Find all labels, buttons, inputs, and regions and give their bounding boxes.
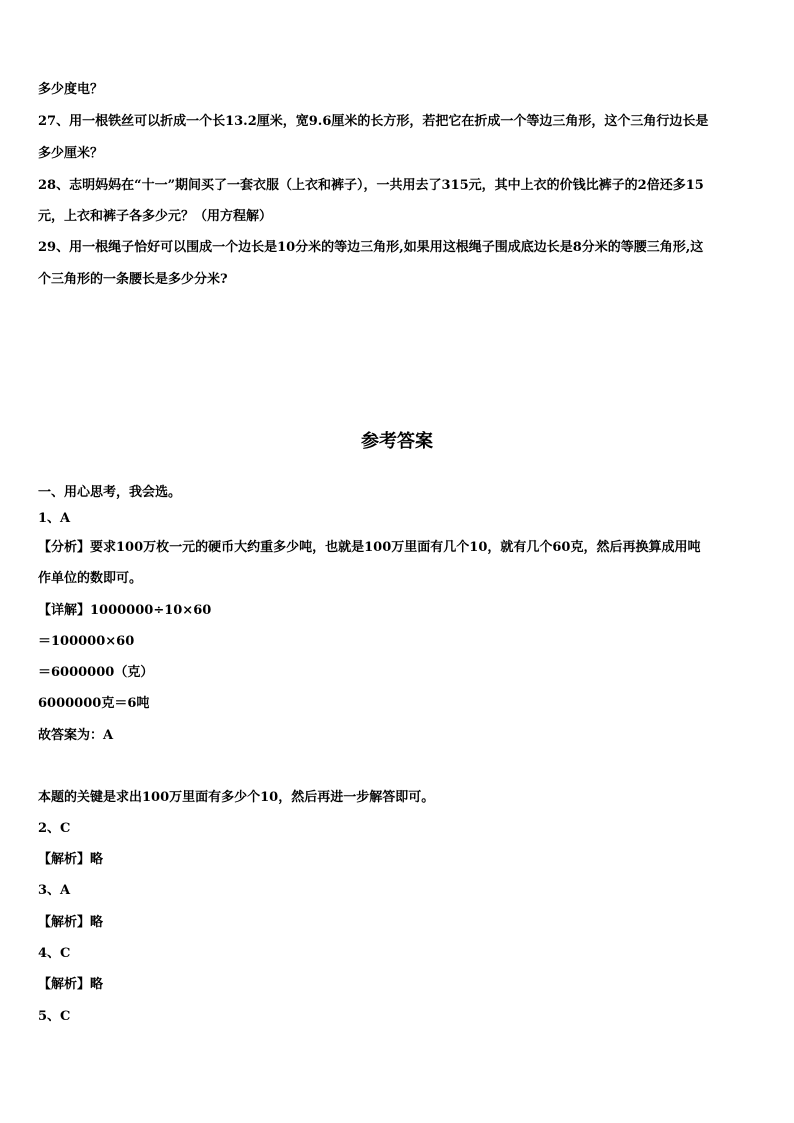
question-27-line2: 多少厘米？ (38, 146, 104, 161)
answer-5-label: 5、C (38, 1009, 71, 1024)
answer-1-detail-line2: ＝100000×60 (38, 634, 135, 649)
answer-1-conclusion: 故答案为：A (38, 728, 114, 743)
answer-1-detail-line1: 【详解】1000000÷10×60 (38, 603, 212, 618)
answer-2-label: 2、C (38, 821, 71, 836)
question-26-tail: 多少度电？ (38, 82, 104, 97)
answer-3-label: 3、A (38, 883, 71, 898)
answer-1-label: 1、A (38, 511, 71, 526)
answer-4-analysis: 【解析】略 (38, 977, 104, 992)
answer-1-note: 本题的关键是求出100万里面有多少个10，然后再进一步解答即可。 (38, 790, 435, 805)
question-27-line1: 27、用一根铁丝可以折成一个长13.2厘米，宽9.6厘米的长方形，若把它在折成一个等边三角形，这个三角行边长是 (38, 114, 709, 129)
answer-1-detail-line4: 6000000克＝6吨 (38, 696, 150, 711)
question-28-line2: 元，上衣和裤子各多少元？（用方程解） (38, 209, 273, 224)
answer-4-label: 4、C (38, 946, 71, 961)
answer-2-analysis: 【解析】略 (38, 852, 104, 867)
answer-3-analysis: 【解析】略 (38, 915, 104, 930)
question-29-line2: 个三角形的一条腰长是多少分米? (38, 272, 228, 287)
question-29-line1: 29、用一根绳子恰好可以围成一个边长是10分米的等边三角形,如果用这根绳子围成底边长是8分米的等腰三角形,这 (38, 240, 704, 255)
question-28-line1: 28、志明妈妈在“十一”期间买了一套衣服（上衣和裤子），一共用去了315元，其中上衣的价钱比裤子的2倍还多15 (38, 178, 704, 193)
answer-1-analysis-line1: 【分析】要求100万枚一元的硬币大约重多少吨，也就是100万里面有几个10，就有几个60克，然后再换算成用吨 (38, 540, 701, 555)
answer-1-analysis-line2: 作单位的数即可。 (38, 571, 143, 586)
answer-1-detail-line3: ＝6000000（克） (38, 665, 154, 680)
answers-title: 参考答案 (361, 431, 433, 452)
section-heading: 一、用心思考，我会选。 (38, 485, 182, 500)
